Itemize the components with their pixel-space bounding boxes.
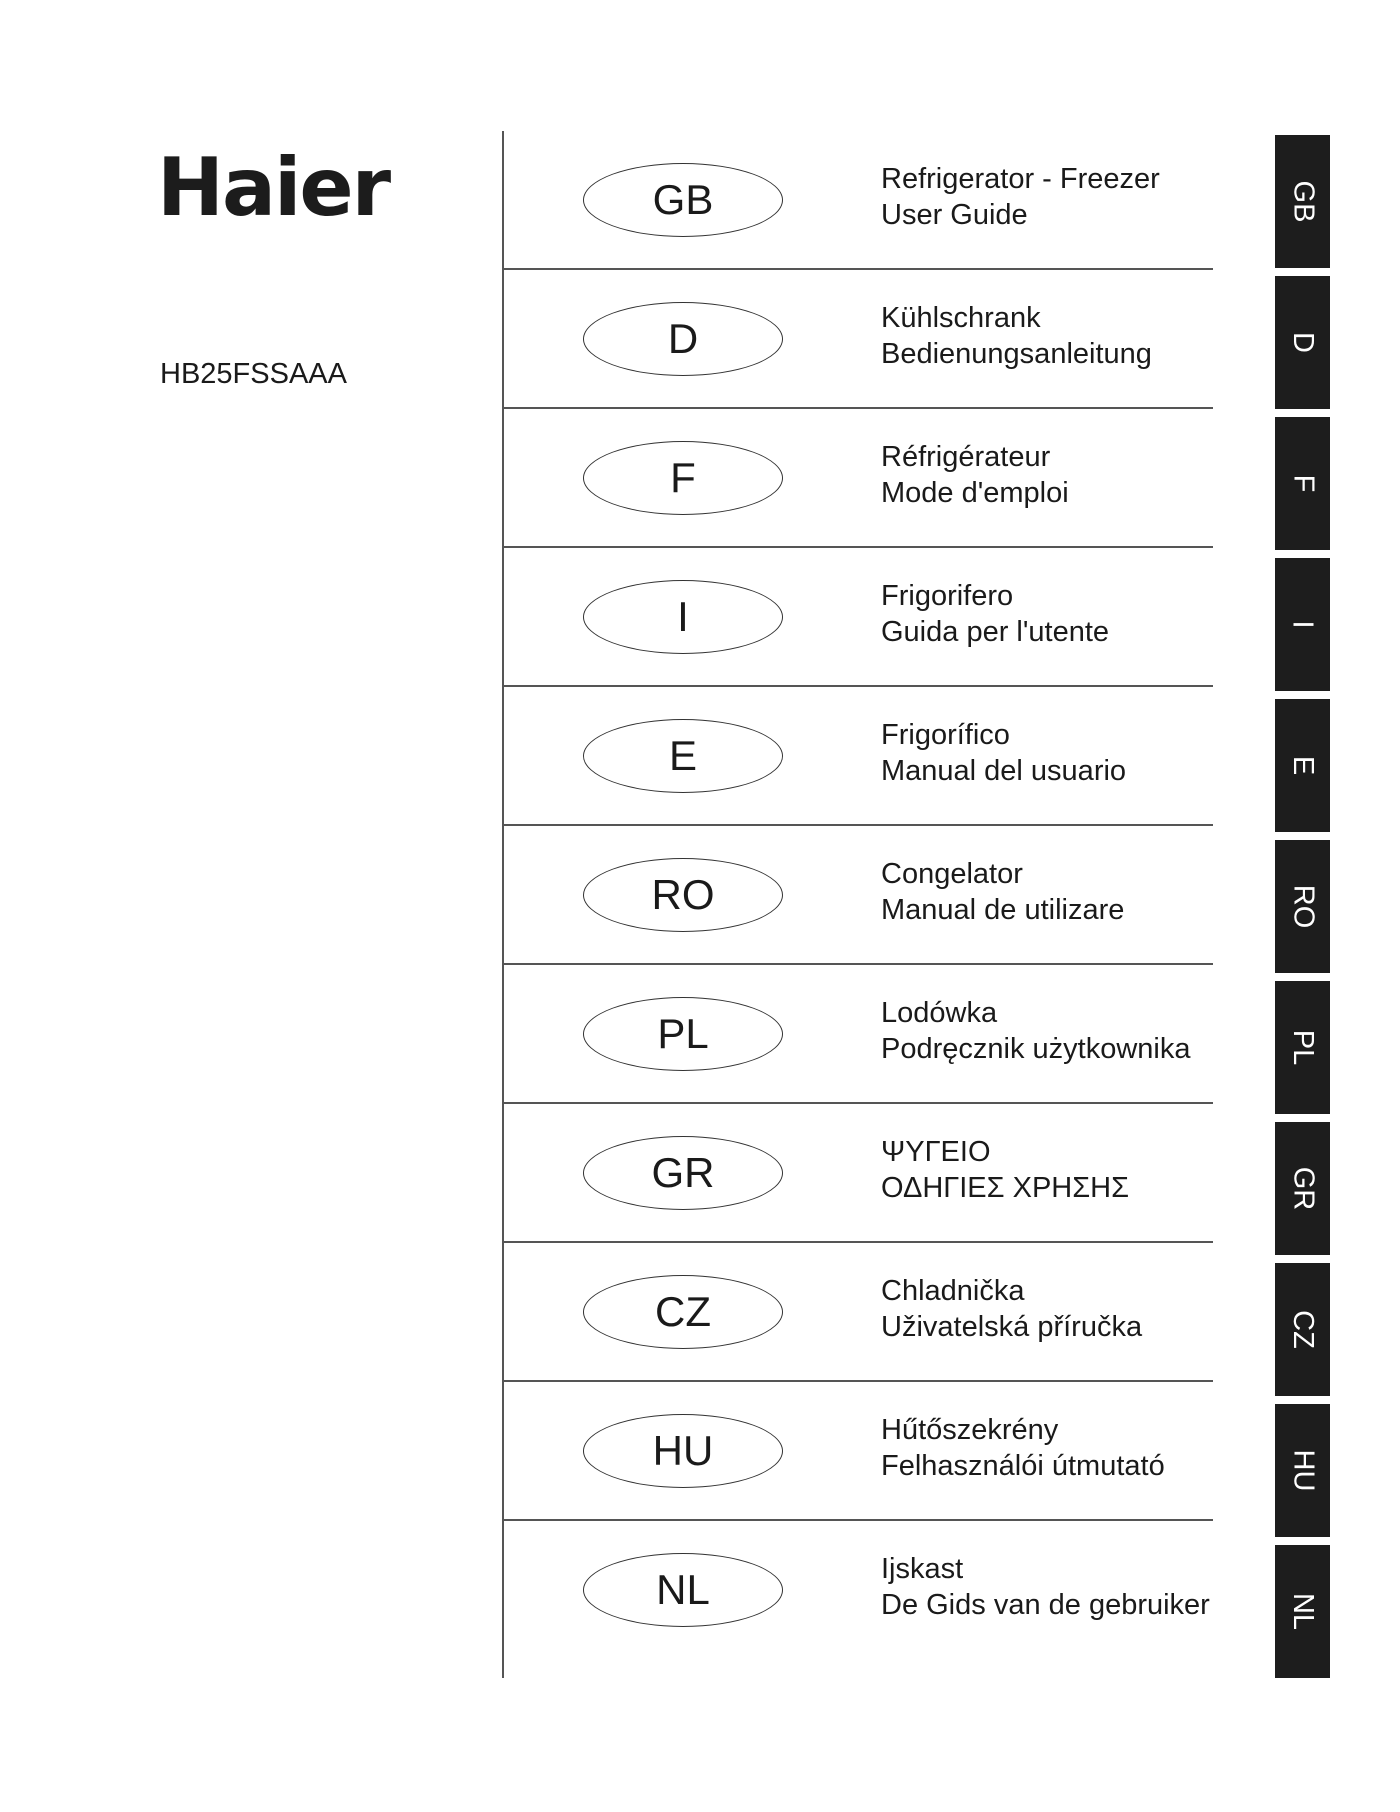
tab-nl[interactable] — [1275, 1545, 1330, 1678]
language-code-oval: GB — [583, 163, 783, 237]
language-description — [881, 717, 1126, 789]
tab-label: E — [1287, 755, 1319, 776]
guide-name: Bedienungsanleitung — [881, 338, 1152, 370]
language-code-oval: I — [583, 580, 783, 654]
tab-hu[interactable] — [1275, 1404, 1330, 1537]
language-code-oval: GR — [583, 1136, 783, 1210]
tab-label: I — [1287, 620, 1319, 629]
language-description — [881, 161, 1160, 233]
product-name: Chladnička — [881, 1275, 1025, 1307]
tab-f[interactable] — [1275, 417, 1330, 550]
product-name: Hűtőszekrény — [881, 1414, 1059, 1446]
language-row-cz[interactable] — [503, 1243, 1213, 1382]
language-row-f[interactable] — [503, 409, 1213, 548]
guide-name: Uživatelská příručka — [881, 1311, 1143, 1343]
guide-name: Guida per l'utente — [881, 616, 1110, 648]
tab-i[interactable] — [1275, 558, 1330, 691]
guide-name: Felhasználói útmutató — [881, 1450, 1165, 1482]
product-name: Frigorifero — [881, 580, 1014, 612]
tab-label: GB — [1287, 180, 1319, 223]
tab-label: RO — [1287, 884, 1319, 929]
language-description — [881, 1412, 1165, 1484]
guide-name: De Gids van de gebruiker — [881, 1589, 1210, 1621]
language-description — [881, 1551, 1210, 1623]
language-code-oval: CZ — [583, 1275, 783, 1349]
tab-label: F — [1287, 474, 1319, 493]
tab-label: HU — [1286, 1449, 1319, 1492]
product-name: Ijskast — [881, 1553, 964, 1585]
language-description — [881, 995, 1190, 1067]
language-row-pl[interactable] — [503, 965, 1213, 1104]
language-code-oval: D — [583, 302, 783, 376]
product-name: Congelator — [881, 858, 1023, 890]
guide-name: Mode d'emploi — [881, 477, 1069, 509]
language-tabs — [1275, 135, 1330, 1686]
tab-label: D — [1286, 332, 1319, 353]
language-code-oval: F — [583, 441, 783, 515]
product-name: Frigorífico — [881, 719, 1010, 751]
tab-gb[interactable] — [1275, 135, 1330, 268]
product-name: Refrigerator - Freezer — [881, 163, 1160, 195]
language-description — [881, 439, 1069, 511]
product-name: Réfrigérateur — [881, 441, 1051, 473]
guide-name: Podręcznik użytkownika — [881, 1033, 1191, 1065]
language-description — [881, 856, 1124, 928]
tab-pl[interactable] — [1275, 981, 1330, 1114]
brand-logo: Haier — [157, 141, 390, 234]
language-row-gb[interactable] — [503, 131, 1213, 270]
language-row-hu[interactable] — [503, 1382, 1213, 1521]
product-name: ΨΥΓΕΙΟ — [881, 1136, 991, 1168]
language-code-oval: NL — [583, 1553, 783, 1627]
tab-label: PL — [1286, 1029, 1319, 1066]
language-code-oval: PL — [583, 997, 783, 1071]
language-description — [881, 1134, 1129, 1206]
guide-name: User Guide — [881, 199, 1028, 231]
language-row-i[interactable] — [503, 548, 1213, 687]
tab-e[interactable] — [1275, 699, 1330, 832]
language-row-e[interactable] — [503, 687, 1213, 826]
language-row-d[interactable] — [503, 270, 1213, 409]
language-row-ro[interactable] — [503, 826, 1213, 965]
language-code-oval: HU — [583, 1414, 783, 1488]
tab-cz[interactable] — [1275, 1263, 1330, 1396]
language-row-gr[interactable] — [503, 1104, 1213, 1243]
tab-gr[interactable] — [1275, 1122, 1330, 1255]
language-description — [881, 300, 1152, 372]
tab-ro[interactable] — [1275, 840, 1330, 973]
model-number: HB25FSSAAA — [160, 358, 347, 390]
guide-name: Manual del usuario — [881, 755, 1127, 787]
guide-name: ΟΔΗΓΙΕΣ ΧΡΗΣΗΣ — [881, 1172, 1130, 1204]
product-name: Kühlschrank — [881, 302, 1041, 334]
tab-label: GR — [1287, 1166, 1319, 1211]
language-code-oval: RO — [583, 858, 783, 932]
tab-d[interactable] — [1275, 276, 1330, 409]
language-code-oval: E — [583, 719, 783, 793]
guide-name: Manual de utilizare — [881, 894, 1125, 926]
tab-label: NL — [1286, 1592, 1319, 1631]
product-name: Lodówka — [881, 997, 998, 1029]
language-list — [503, 131, 1213, 1660]
tab-label: CZ — [1286, 1310, 1319, 1349]
language-description — [881, 578, 1109, 650]
language-row-nl[interactable] — [503, 1521, 1213, 1660]
language-description — [881, 1273, 1142, 1345]
